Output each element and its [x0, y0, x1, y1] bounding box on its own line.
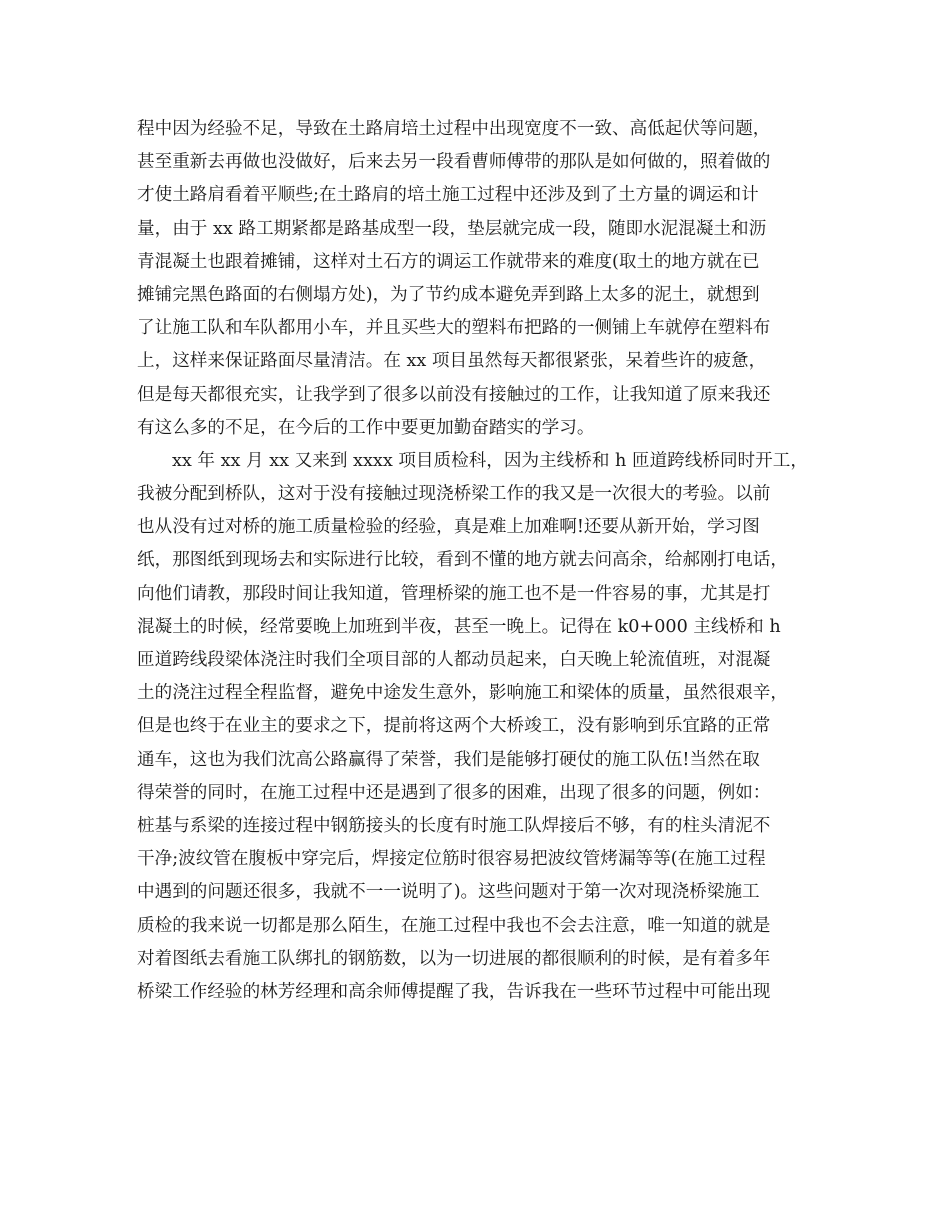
text-line: 桥梁工作经验的林芳经理和高余师傅提醒了我，告诉我在一些环节过程中可能出现 [137, 981, 771, 1002]
text-line: 程中因为经验不足，导致在土路肩培土过程中出现宽度不一致、高低起伏等问题， [137, 119, 771, 139]
text-line: 甚至重新去再做也没做好，后来去另一段看曹师傅带的那队是如何做的，照着做的 [137, 152, 771, 173]
text-line: 对着图纸去看施工队绑扎的钢筋数，以为一切进展的都很顺利的时候，是有着多年 [137, 948, 771, 969]
text-line: 中遇到的问题还很多，我就不一一说明了)。这些问题对于第一次对现浇桥梁施工 [137, 882, 760, 903]
text-line: 量，由于 xx 路工期紧都是路基成型一段，垫层就完成一段，随即水泥混凝土和沥 [137, 218, 767, 239]
text-line: 通车，这也为我们沈高公路赢得了荣誉，我们是能够打硬仗的施工队伍!当然在取 [137, 749, 760, 770]
text-line: 干净;波纹管在腹板中穿完后，焊接定位筋时很容易把波纹管烤漏等等(在施工过程 [137, 849, 766, 870]
text-line: 向他们请教，那段时间让我知道，管理桥梁的施工也不是一件容易的事，尤其是打 [137, 583, 771, 604]
paragraph-2 [137, 445, 827, 1009]
document-body [137, 113, 827, 1009]
text-line: 我被分配到桥队，这对于没有接触过现浇桥梁工作的我又是一次很大的考验。以前 [137, 484, 771, 505]
text-line: 也从没有过对桥的施工质量检验的经验，真是难上加难啊!还要从新开始，学习图 [137, 517, 760, 538]
text-line: 了让施工队和车队都用小车，并且买些大的塑料布把路的一侧铺上车就停在塑料布 [137, 318, 771, 339]
text-line: 得荣誉的同时，在施工过程中还是遇到了很多的困难，出现了很多的问题，例如： [137, 782, 771, 803]
text-line: xx 年 xx 月 xx 又来到 xxxx 项目质检科，因为主线桥和 h 匝道跨线桥同时开工， [172, 450, 808, 471]
text-line: 但是也终于在业主的要求之下，提前将这两个大桥竣工，没有影响到乐宜路的正常 [137, 716, 771, 737]
text-line: 混凝土的时候，经常要晚上加班到半夜，甚至一晚上。记得在 k0+000 主线桥和 h [137, 616, 781, 637]
text-line: 土的浇注过程全程监督，避免中途发生意外，影响施工和梁体的质量，虽然很艰辛， [137, 683, 788, 704]
text-line: 但是每天都很充实，让我学到了很多以前没有接触过的工作，让我知道了原来我还 [137, 384, 771, 405]
text-line: 才使土路肩看着平顺些;在土路肩的培土施工过程中还涉及到了土方量的调运和计 [137, 185, 759, 206]
text-line: 匝道跨线段梁体浇注时我们全项目部的人都动员起来，白天晚上轮流值班，对混凝 [137, 650, 771, 670]
paragraph-1 [137, 113, 827, 445]
text-line: 青混凝土也跟着摊铺，这样对土石方的调运工作就带来的难度(取土的地方就在已 [137, 251, 760, 272]
text-line: 有这么多的不足，在今后的工作中要更加勤奋踏实的学习。 [137, 417, 595, 438]
text-line: 摊铺完黑色路面的右侧塌方处)，为了节约成本避免弄到路上太多的泥土，就想到 [137, 284, 760, 305]
text-line: 桩基与系梁的连接过程中钢筋接头的长度有时施工队焊接后不够，有的柱头清泥不 [137, 815, 771, 836]
text-line: 质检的我来说一切都是那么陌生，在施工过程中我也不会去注意，唯一知道的就是 [137, 915, 771, 936]
text-line: 纸，那图纸到现场去和实际进行比较，看到不懂的地方就去问高余，给郝刚打电话， [137, 550, 788, 571]
text-line: 上，这样来保证路面尽量清洁。在 xx 项目虽然每天都很紧张，呆着些许的疲惫， [137, 351, 767, 372]
